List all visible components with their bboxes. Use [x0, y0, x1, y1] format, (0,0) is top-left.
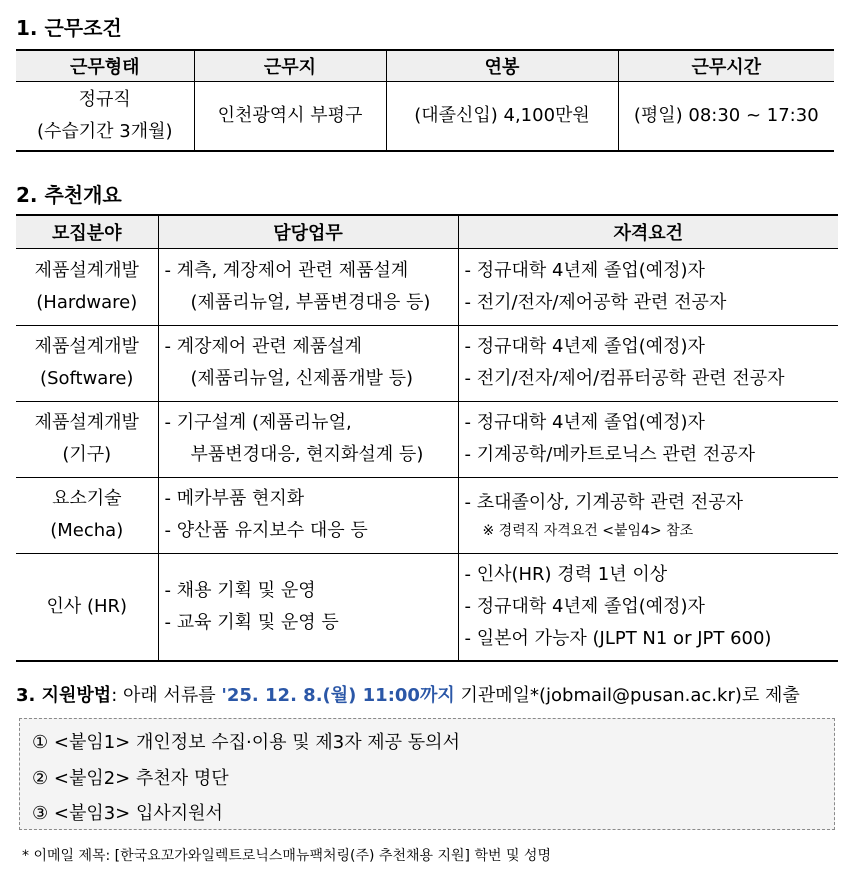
- req-line: - 정규대학 4년제 졸업(예정)자: [464, 595, 705, 617]
- duty-line: - 양산품 유지보수 대응 등: [164, 520, 368, 541]
- duty-line: 부품변경대응, 현지화설계 등): [190, 444, 424, 465]
- application-method: [16, 681, 800, 707]
- field-name: 제품설계개발: [34, 336, 139, 357]
- attachment-item: ② <붙임2> 추천자 명단: [32, 768, 229, 789]
- duty-line: - 채용 기획 및 운영: [164, 579, 316, 601]
- recruitment-table: [16, 214, 838, 662]
- attachment-item: ③ <붙임3> 입사지원서: [32, 803, 223, 824]
- req-line: - 인사(HR) 경력 1년 이상: [464, 563, 668, 585]
- hours-cell: (평일) 08:30 ~ 17:30: [618, 81, 834, 151]
- apply-email: 기관메일*(jobmail@pusan.ac.kr)로 제출: [454, 685, 800, 706]
- header-field: 모집분야: [16, 215, 158, 248]
- duty-line: - 계측, 계장제어 관련 제품설계: [164, 259, 409, 281]
- location-cell: 인천광역시 부평구: [194, 81, 386, 151]
- deadline: '25. 12. 8.(월) 11:00까지: [221, 685, 455, 706]
- req-line: - 정규대학 4년제 졸업(예정)자: [464, 412, 705, 433]
- header-hours: 근무시간: [618, 50, 834, 81]
- req-line: - 전기/전자/제어/컴퓨터공학 관련 전공자: [464, 368, 785, 389]
- salary-cell: (대졸신입) 4,100만원: [386, 81, 618, 151]
- field-name: 인사 (HR): [46, 595, 128, 617]
- attachment-item: ① <붙임1> 개인정보 수집·이용 및 제3자 제공 동의서: [32, 732, 460, 753]
- field-sub: (Software): [40, 368, 134, 389]
- section2-title: 2. 추천개요: [16, 183, 122, 207]
- table-row: [16, 401, 838, 477]
- duty-line: - 기구설계 (제품리뉴얼,: [164, 412, 352, 433]
- table-row: [16, 248, 838, 325]
- field-sub: (Mecha): [50, 520, 124, 541]
- req-note: ※ 경력직 자격요건 <붙임4> 참조: [482, 523, 694, 539]
- header-duties: 담당업무: [158, 215, 458, 248]
- duty-line: - 메카부품 현지화: [164, 488, 305, 509]
- field-name: 요소기술: [51, 488, 122, 509]
- email-subject-note: * 이메일 제목: [한국요꼬가와일렉트로닉스매뉴팩처링(주) 추천채용 지원] 학번 및 성명: [22, 848, 551, 864]
- table-row: [16, 553, 838, 661]
- table-row: [16, 325, 838, 401]
- req-line: - 일본어 가능자 (JLPT N1 or JPT 600): [464, 627, 772, 649]
- section3-title: 3. 지원방법: [16, 685, 112, 706]
- duty-line: - 교육 기획 및 운영 등: [164, 611, 339, 633]
- duty-line: - 계장제어 관련 제품설계: [164, 336, 363, 357]
- field-name: 제품설계개발: [34, 259, 139, 281]
- section1-title: 1. 근무조건: [16, 16, 122, 40]
- duty-line: (제품리뉴얼, 신제품개발 등): [190, 368, 413, 389]
- field-sub: (기구): [62, 444, 112, 465]
- work-type-cell: [16, 81, 194, 151]
- header-location: 근무지: [194, 50, 386, 81]
- field-sub: (Hardware): [36, 291, 138, 313]
- header-work-type: 근무형태: [16, 50, 194, 81]
- work-type: 정규직: [78, 88, 131, 110]
- req-line: - 정규대학 4년제 졸업(예정)자: [464, 336, 705, 357]
- apply-instruction: : 아래 서류를: [111, 685, 222, 706]
- req-line: - 초대졸이상, 기계공학 관련 전공자: [464, 492, 744, 513]
- header-salary: 연봉: [386, 50, 618, 81]
- req-line: - 정규대학 4년제 졸업(예정)자: [464, 259, 705, 281]
- req-line: - 기계공학/메카트로닉스 관련 전공자: [464, 444, 756, 465]
- header-requirements: 자격요건: [458, 215, 838, 248]
- req-line: - 전기/전자/제어공학 관련 전공자: [464, 291, 727, 313]
- table-row: [16, 477, 838, 553]
- attachments-box: [19, 718, 835, 830]
- field-name: 제품설계개발: [34, 412, 139, 433]
- duty-line: (제품리뉴얼, 부품변경대응 등): [190, 291, 431, 313]
- work-conditions-table: [16, 49, 834, 152]
- probation: (수습기간 3개월): [36, 120, 173, 142]
